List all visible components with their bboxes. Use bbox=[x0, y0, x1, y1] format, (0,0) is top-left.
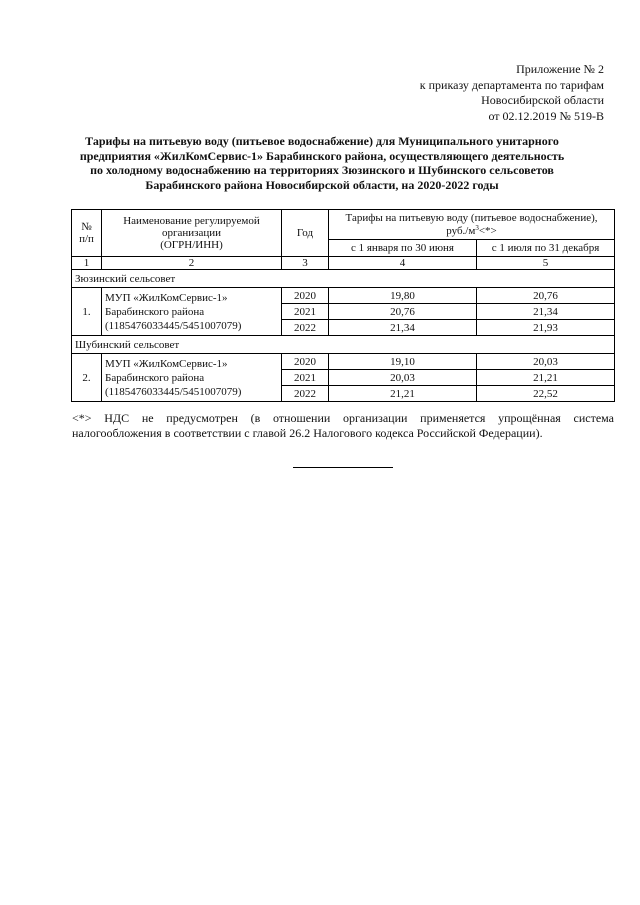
organization-line: Барабинского района bbox=[105, 371, 205, 384]
appendix-line: Новосибирской области bbox=[481, 93, 604, 107]
tariff-period-1-cell: 20,76 bbox=[329, 304, 477, 320]
footnote bbox=[72, 411, 614, 441]
tariff-period-1-cell: 21,21 bbox=[329, 386, 477, 402]
header-unit: руб./м bbox=[446, 225, 476, 237]
tariff-period-2-cell: 21,21 bbox=[477, 370, 615, 386]
title-line: по холодному водоснабжению на территориях Зюзинского и Шубинского сельсоветов bbox=[90, 163, 554, 177]
appendix-line: Приложение № 2 bbox=[516, 62, 604, 76]
header-unit-exponent: 3 bbox=[475, 224, 479, 232]
tariff-table bbox=[71, 209, 615, 402]
organization-line: (1185476033445/5451007079) bbox=[105, 385, 242, 398]
tariff-period-2-cell: 20,03 bbox=[477, 354, 615, 370]
year-cell: 2022 bbox=[282, 320, 329, 336]
header-footnote-ref: <*> bbox=[478, 225, 497, 237]
title-line: предприятия «ЖилКомСервис-1» Барабинского района, осуществляющего деятельность bbox=[79, 148, 565, 163]
section-row bbox=[72, 336, 615, 354]
section-name-cell: Зюзинский сельсовет bbox=[72, 270, 615, 288]
section-row bbox=[72, 270, 615, 288]
appendix-line: от 02.12.2019 № 519-В bbox=[488, 108, 604, 123]
row-number-cell: 2. bbox=[72, 354, 102, 402]
year-cell: 2021 bbox=[282, 304, 329, 320]
tariff-period-2-cell: 21,93 bbox=[477, 320, 615, 336]
tariff-period-2-cell: 22,52 bbox=[477, 386, 615, 402]
tariff-period-2-cell: 21,34 bbox=[477, 304, 615, 320]
organization-line: (1185476033445/5451007079) bbox=[105, 319, 242, 332]
column-number-cell: 5 bbox=[477, 257, 615, 270]
table-row bbox=[72, 354, 615, 370]
appendix-line: к приказу департамента по тарифам bbox=[419, 77, 604, 92]
header-tariff-cell bbox=[329, 210, 615, 240]
header-text: организации bbox=[161, 227, 222, 239]
header-organization-cell bbox=[102, 210, 282, 257]
column-number-cell: 1 bbox=[72, 257, 102, 270]
header-period-1-cell: с 1 января по 30 июня bbox=[329, 240, 477, 257]
header-year-cell: Год bbox=[282, 210, 329, 257]
document-title bbox=[72, 134, 572, 192]
year-cell: 2020 bbox=[282, 354, 329, 370]
appendix-header bbox=[420, 62, 604, 124]
header-text: № bbox=[81, 221, 92, 233]
footnote-line: <*> НДС не предусмотрен (в отношении организации применяется упрощённая система bbox=[72, 411, 614, 425]
header-text: (ОГРН/ИНН) bbox=[160, 239, 223, 251]
table-row bbox=[72, 288, 615, 304]
organization-line: МУП «ЖилКомСервис-1» bbox=[105, 291, 228, 304]
column-number-cell: 2 bbox=[102, 257, 282, 270]
separator-line bbox=[293, 467, 393, 468]
footnote-line: налогообложения в соответствии с главой 26.2 Налогового кодекса Российской Федерации). bbox=[72, 426, 543, 440]
header-number-cell bbox=[72, 210, 102, 257]
header-period-2-cell: с 1 июля по 31 декабря bbox=[477, 240, 615, 257]
header-text: Тарифы на питьевую воду (питьевое водоснабжение), bbox=[345, 212, 598, 224]
year-cell: 2022 bbox=[282, 386, 329, 402]
table-header-row bbox=[72, 210, 615, 240]
organization-line: Барабинского района bbox=[105, 305, 205, 318]
year-cell: 2020 bbox=[282, 288, 329, 304]
tariff-period-2-cell: 20,76 bbox=[477, 288, 615, 304]
tariff-period-1-cell: 19,80 bbox=[329, 288, 477, 304]
row-number-cell: 1. bbox=[72, 288, 102, 336]
header-text bbox=[332, 224, 611, 237]
organization-line: МУП «ЖилКомСервис-1» bbox=[105, 357, 228, 370]
title-line: Тарифы на питьевую воду (питьевое водоснабжение) для Муниципального унитарного bbox=[85, 134, 559, 148]
column-numbers-row bbox=[72, 257, 615, 270]
column-number-cell: 3 bbox=[282, 257, 329, 270]
title-line: Барабинского района Новосибирской области, на 2020-2022 годы bbox=[145, 177, 499, 192]
year-cell: 2021 bbox=[282, 370, 329, 386]
header-text: Наименование регулируемой bbox=[123, 215, 260, 227]
column-number-cell: 4 bbox=[329, 257, 477, 270]
organization-cell bbox=[102, 354, 282, 402]
header-text: п/п bbox=[79, 233, 94, 245]
tariff-period-1-cell: 20,03 bbox=[329, 370, 477, 386]
section-name-cell: Шубинский сельсовет bbox=[72, 336, 615, 354]
organization-cell bbox=[102, 288, 282, 336]
tariff-period-1-cell: 21,34 bbox=[329, 320, 477, 336]
tariff-period-1-cell: 19,10 bbox=[329, 354, 477, 370]
